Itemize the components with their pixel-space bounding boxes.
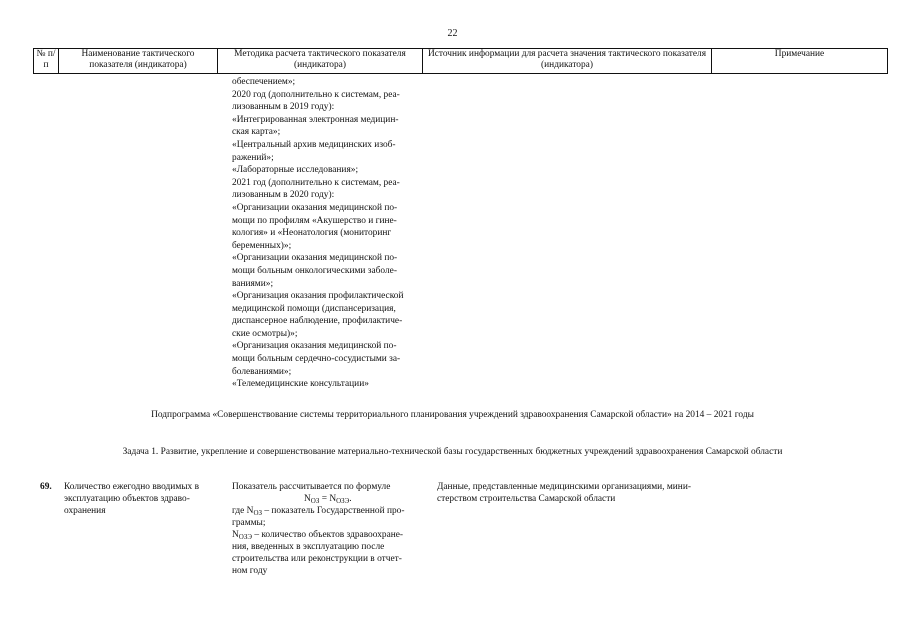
- formula-definition: $N_{ОЗЭ}$ – количество объектов здравоохране-: [232, 530, 404, 541]
- method-continuation: [232, 76, 403, 391]
- formula: $N_{ОЗ} = N_{ОЗЭ}$.: [304, 494, 352, 505]
- method-line: лизованным в 2020 году):: [232, 190, 335, 201]
- method-line: диспансерное наблюдение, профилактиче-: [232, 316, 403, 327]
- method-line: медицинской помощи (диспансеризация,: [232, 303, 396, 314]
- method-line: мощи больным сердечно-сосудистыми за-: [232, 354, 401, 365]
- method-line: ваниями»;: [232, 278, 274, 289]
- method-line: «Организация оказания профилактической: [232, 291, 404, 302]
- indicator-name-line: Количество ежегодно вводимых в: [64, 482, 200, 492]
- method-line: ская карта»;: [232, 127, 281, 138]
- indicator-name-line: эксплуатацию объектов здраво-: [64, 494, 190, 504]
- method-line: кология» и «Неонатология (мониторинг: [232, 228, 392, 239]
- method-line: «Организации оказания медицинской по-: [232, 202, 398, 213]
- method-line: мощи больным онкологическими заболе-: [232, 265, 397, 276]
- method-line: болеваниями»;: [232, 366, 292, 377]
- data-source-line: Данные, представленные медицинскими организациями, мини-: [437, 482, 691, 492]
- header-number: № п/п: [34, 49, 59, 74]
- method-line: 2021 год (дополнительно к системам, реа-: [232, 177, 400, 188]
- method-intro: Показатель рассчитывается по формуле: [232, 482, 391, 492]
- formula-definition: ном году: [232, 566, 268, 576]
- formula-definition: граммы;: [232, 518, 266, 528]
- method-line: «Лабораторные исследования»;: [232, 165, 359, 176]
- method-line: обеспечением»;: [232, 77, 296, 87]
- method-line: «Организации оказания медицинской по-: [232, 253, 398, 264]
- header-data-source: Источник информации для расчета значения тактического показателя (индикатора): [423, 49, 712, 74]
- method-line: ские осмотры)»;: [232, 328, 298, 339]
- method-line: 2020 год (дополнительно к системам, реа-: [232, 89, 400, 100]
- header-note: Примечание: [712, 49, 888, 74]
- formula-definition: где $N_{ОЗ}$ – показатель Государственной про-: [232, 506, 405, 517]
- method-line: ражений»;: [232, 152, 274, 163]
- calculation-method: [232, 481, 405, 577]
- method-line: беременных)»;: [232, 240, 292, 251]
- method-line: «Центральный архив медицинских изоб-: [232, 139, 396, 150]
- row-number: 69.: [40, 482, 52, 492]
- indicator-name: [64, 481, 199, 517]
- table-header: [33, 48, 888, 74]
- subprogram-title: Подпрограмма «Совершенствование системы территориального планирования учреждений здравоохранения Самарской области» на 2014 – 2021 годы: [151, 410, 754, 420]
- formula-definition: ния, введенных в эксплуатацию после: [232, 542, 385, 552]
- method-line: лизованным в 2019 году):: [232, 102, 335, 113]
- indicator-name-line: охранения: [64, 506, 106, 516]
- method-line: мощи по профилям «Акушерство и гине-: [232, 215, 397, 226]
- method-line: «Телемедицинские консультации»: [232, 379, 369, 390]
- method-line: «Организация оказания медицинской по-: [232, 341, 397, 352]
- data-source: [437, 481, 691, 505]
- formula-definition: строительства или реконструкции в отчет-: [232, 554, 402, 564]
- header-calculation-method: Методика расчета тактического показателя (индикатора): [218, 49, 423, 74]
- page-number: 22: [447, 28, 458, 39]
- header-indicator-name: Наименование тактического показателя (индикатора): [59, 49, 218, 74]
- task-title: Задача 1. Развитие, укрепление и совершенствование материально-технической базы государственных бюджетных учреждений здравоохранения Самарской области: [122, 447, 783, 457]
- method-line: «Интегрированная электронная медицин-: [232, 114, 399, 125]
- data-source-line: стерством строительства Самарской области: [437, 494, 616, 504]
